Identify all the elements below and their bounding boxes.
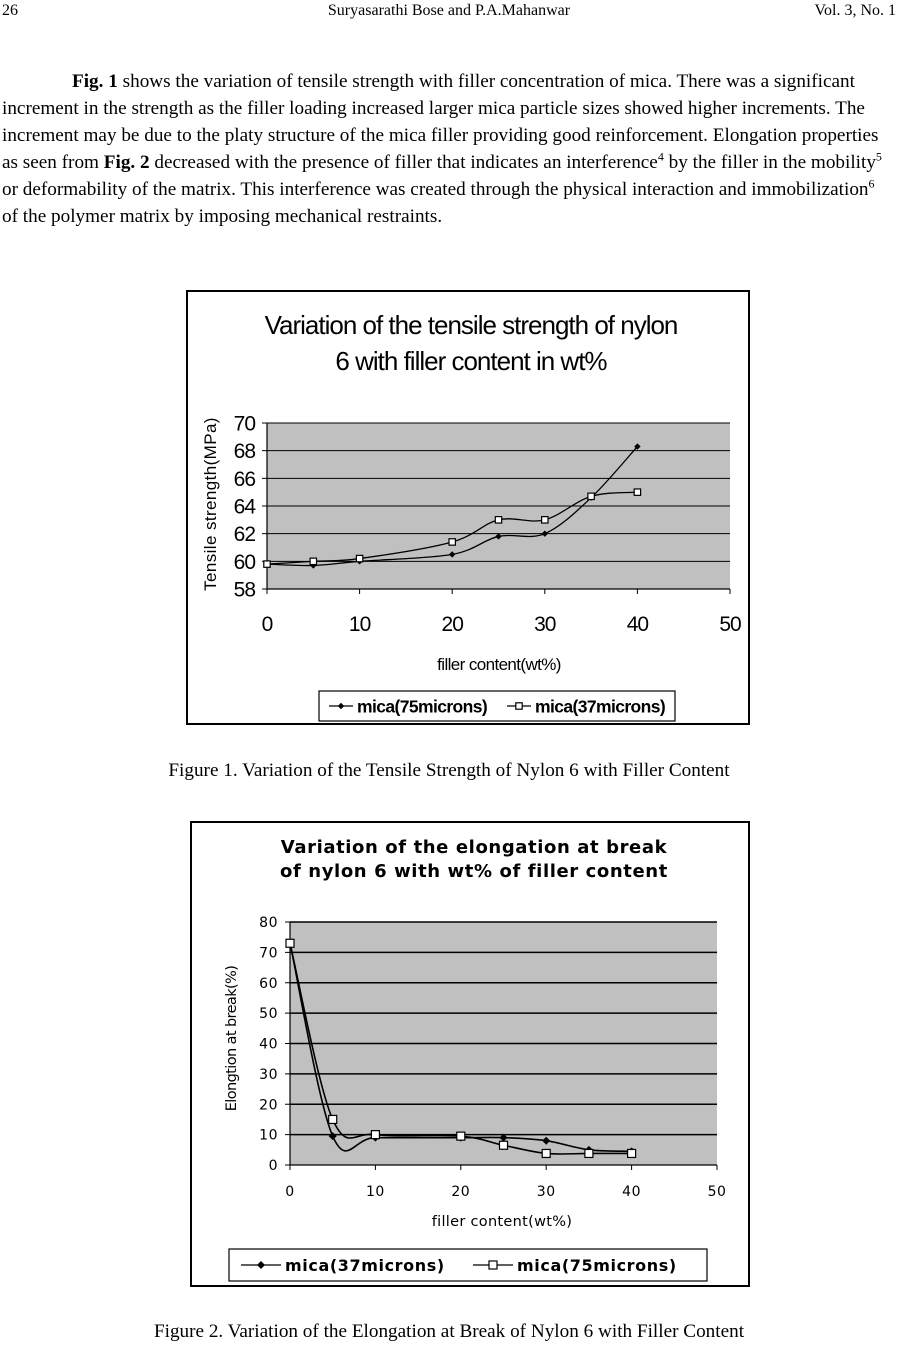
y-axis-title: Elongtion at break(%): [224, 965, 240, 1112]
fig1-reference: Fig. 1: [72, 71, 118, 92]
y-tick-label: 0: [268, 1158, 278, 1175]
y-tick-label: 50: [259, 1006, 278, 1023]
x-tick-label: 50: [707, 1184, 727, 1200]
y-tick-label: 58: [233, 578, 255, 602]
x-tick-label: 0: [285, 1184, 295, 1200]
page-number: 26: [2, 2, 18, 19]
x-tick-label: 10: [365, 1184, 385, 1200]
x-tick-label: 30: [534, 613, 556, 636]
y-tick-label: 60: [259, 975, 278, 992]
x-tick-label: 20: [441, 613, 463, 636]
data-point-1: [329, 1115, 337, 1123]
page-header: [0, 2, 898, 22]
citation-6: 6: [868, 176, 875, 191]
x-tick-label: 30: [536, 1184, 556, 1200]
y-tick-label: 62: [233, 523, 255, 547]
y-axis-title: Tensile strength(MPa): [201, 417, 220, 591]
y-tick-label: 80: [259, 915, 278, 932]
x-tick-label: 50: [719, 613, 741, 636]
y-tick-label: 20: [259, 1097, 278, 1114]
citation-4: 4: [657, 149, 664, 164]
y-tick-label: 70: [233, 412, 255, 436]
x-axis-title: filler content(wt%): [431, 1214, 573, 1230]
y-tick-label: 68: [233, 440, 255, 464]
x-tick-label: 40: [626, 613, 649, 636]
data-point-1: [449, 539, 455, 545]
paragraph-text-b: decreased with the presence of filler that indicates an interference: [149, 152, 658, 173]
citation-5: 5: [875, 149, 882, 164]
y-tick-label: 40: [259, 1036, 278, 1053]
y-tick-label: 70: [259, 945, 278, 962]
legend-label-0: mica(75microns): [357, 696, 488, 717]
figure-1-chart: [186, 290, 750, 725]
data-point-1: [457, 1132, 465, 1140]
data-point-1: [264, 561, 270, 567]
x-tick-label: 40: [622, 1184, 642, 1200]
legend-marker: [516, 703, 522, 709]
chart-title: Variation of the elongation at break: [280, 837, 668, 858]
figure-2-chart: [190, 821, 750, 1287]
figure-1-caption: Figure 1. Variation of the Tensile Strength of Nylon 6 with Filler Content: [168, 760, 730, 781]
data-point-1: [585, 1149, 593, 1157]
data-point-1: [286, 939, 294, 947]
legend-label-0: mica(37microns): [285, 1255, 445, 1275]
header-volume: Vol. 3, No. 1: [814, 2, 896, 19]
fig2-reference: Fig. 2: [103, 152, 150, 173]
data-point-1: [310, 558, 316, 564]
x-tick-label: 0: [261, 613, 273, 636]
y-tick-label: 10: [259, 1127, 278, 1144]
chart-title: Variation of the tensile strength of nylon: [264, 310, 678, 340]
y-tick-label: 66: [233, 467, 255, 491]
paragraph-text-d: or deformability of the matrix. This interference was created through the physical interaction and immobilization: [2, 179, 869, 200]
elongation-chart-svg: [192, 823, 748, 1285]
x-axis-title: filler content(wt%): [437, 655, 561, 674]
chart-title: of nylon 6 with wt% of filler content: [280, 861, 668, 882]
legend-label-1: mica(37microns): [535, 696, 666, 717]
data-point-1: [588, 493, 594, 499]
x-tick-label: 10: [348, 613, 371, 636]
body-paragraph: [2, 68, 882, 230]
data-point-1: [634, 489, 640, 495]
paragraph-text-e: of the polymer matrix by imposing mechanical restraints.: [2, 206, 443, 227]
x-tick-label: 20: [451, 1184, 471, 1200]
data-point-1: [628, 1149, 636, 1157]
y-tick-label: 30: [259, 1066, 278, 1083]
data-point-1: [356, 555, 362, 561]
paragraph-text-a: shows the variation of tensile strength with filler concentration of mica. There was a significant increment in the strength as the filler loading increased larger mica particle sizes showed higher increments. The increment may be due to the platy structure of the mica filler providing good reinforcement. Elongation properties as seen from: [2, 71, 879, 173]
figure-2-caption: Figure 2. Variation of the Elongation at Break of Nylon 6 with Filler Content: [153, 1321, 745, 1342]
y-tick-label: 64: [233, 495, 255, 519]
legend-label-1: mica(75microns): [517, 1255, 677, 1275]
chart-title: 6 with filler content in wt%: [335, 346, 607, 376]
header-authors: Suryasarathi Bose and P.A.Mahanwar: [327, 2, 571, 19]
tensile-strength-chart-svg: [188, 292, 748, 723]
data-point-1: [542, 1149, 550, 1157]
y-tick-label: 60: [233, 550, 255, 574]
legend-marker: [489, 1261, 497, 1269]
data-point-1: [495, 517, 501, 523]
paragraph-text-c: by the filler in the mobility: [663, 152, 876, 173]
data-point-1: [542, 517, 548, 523]
data-point-1: [371, 1131, 379, 1139]
data-point-1: [500, 1141, 508, 1149]
